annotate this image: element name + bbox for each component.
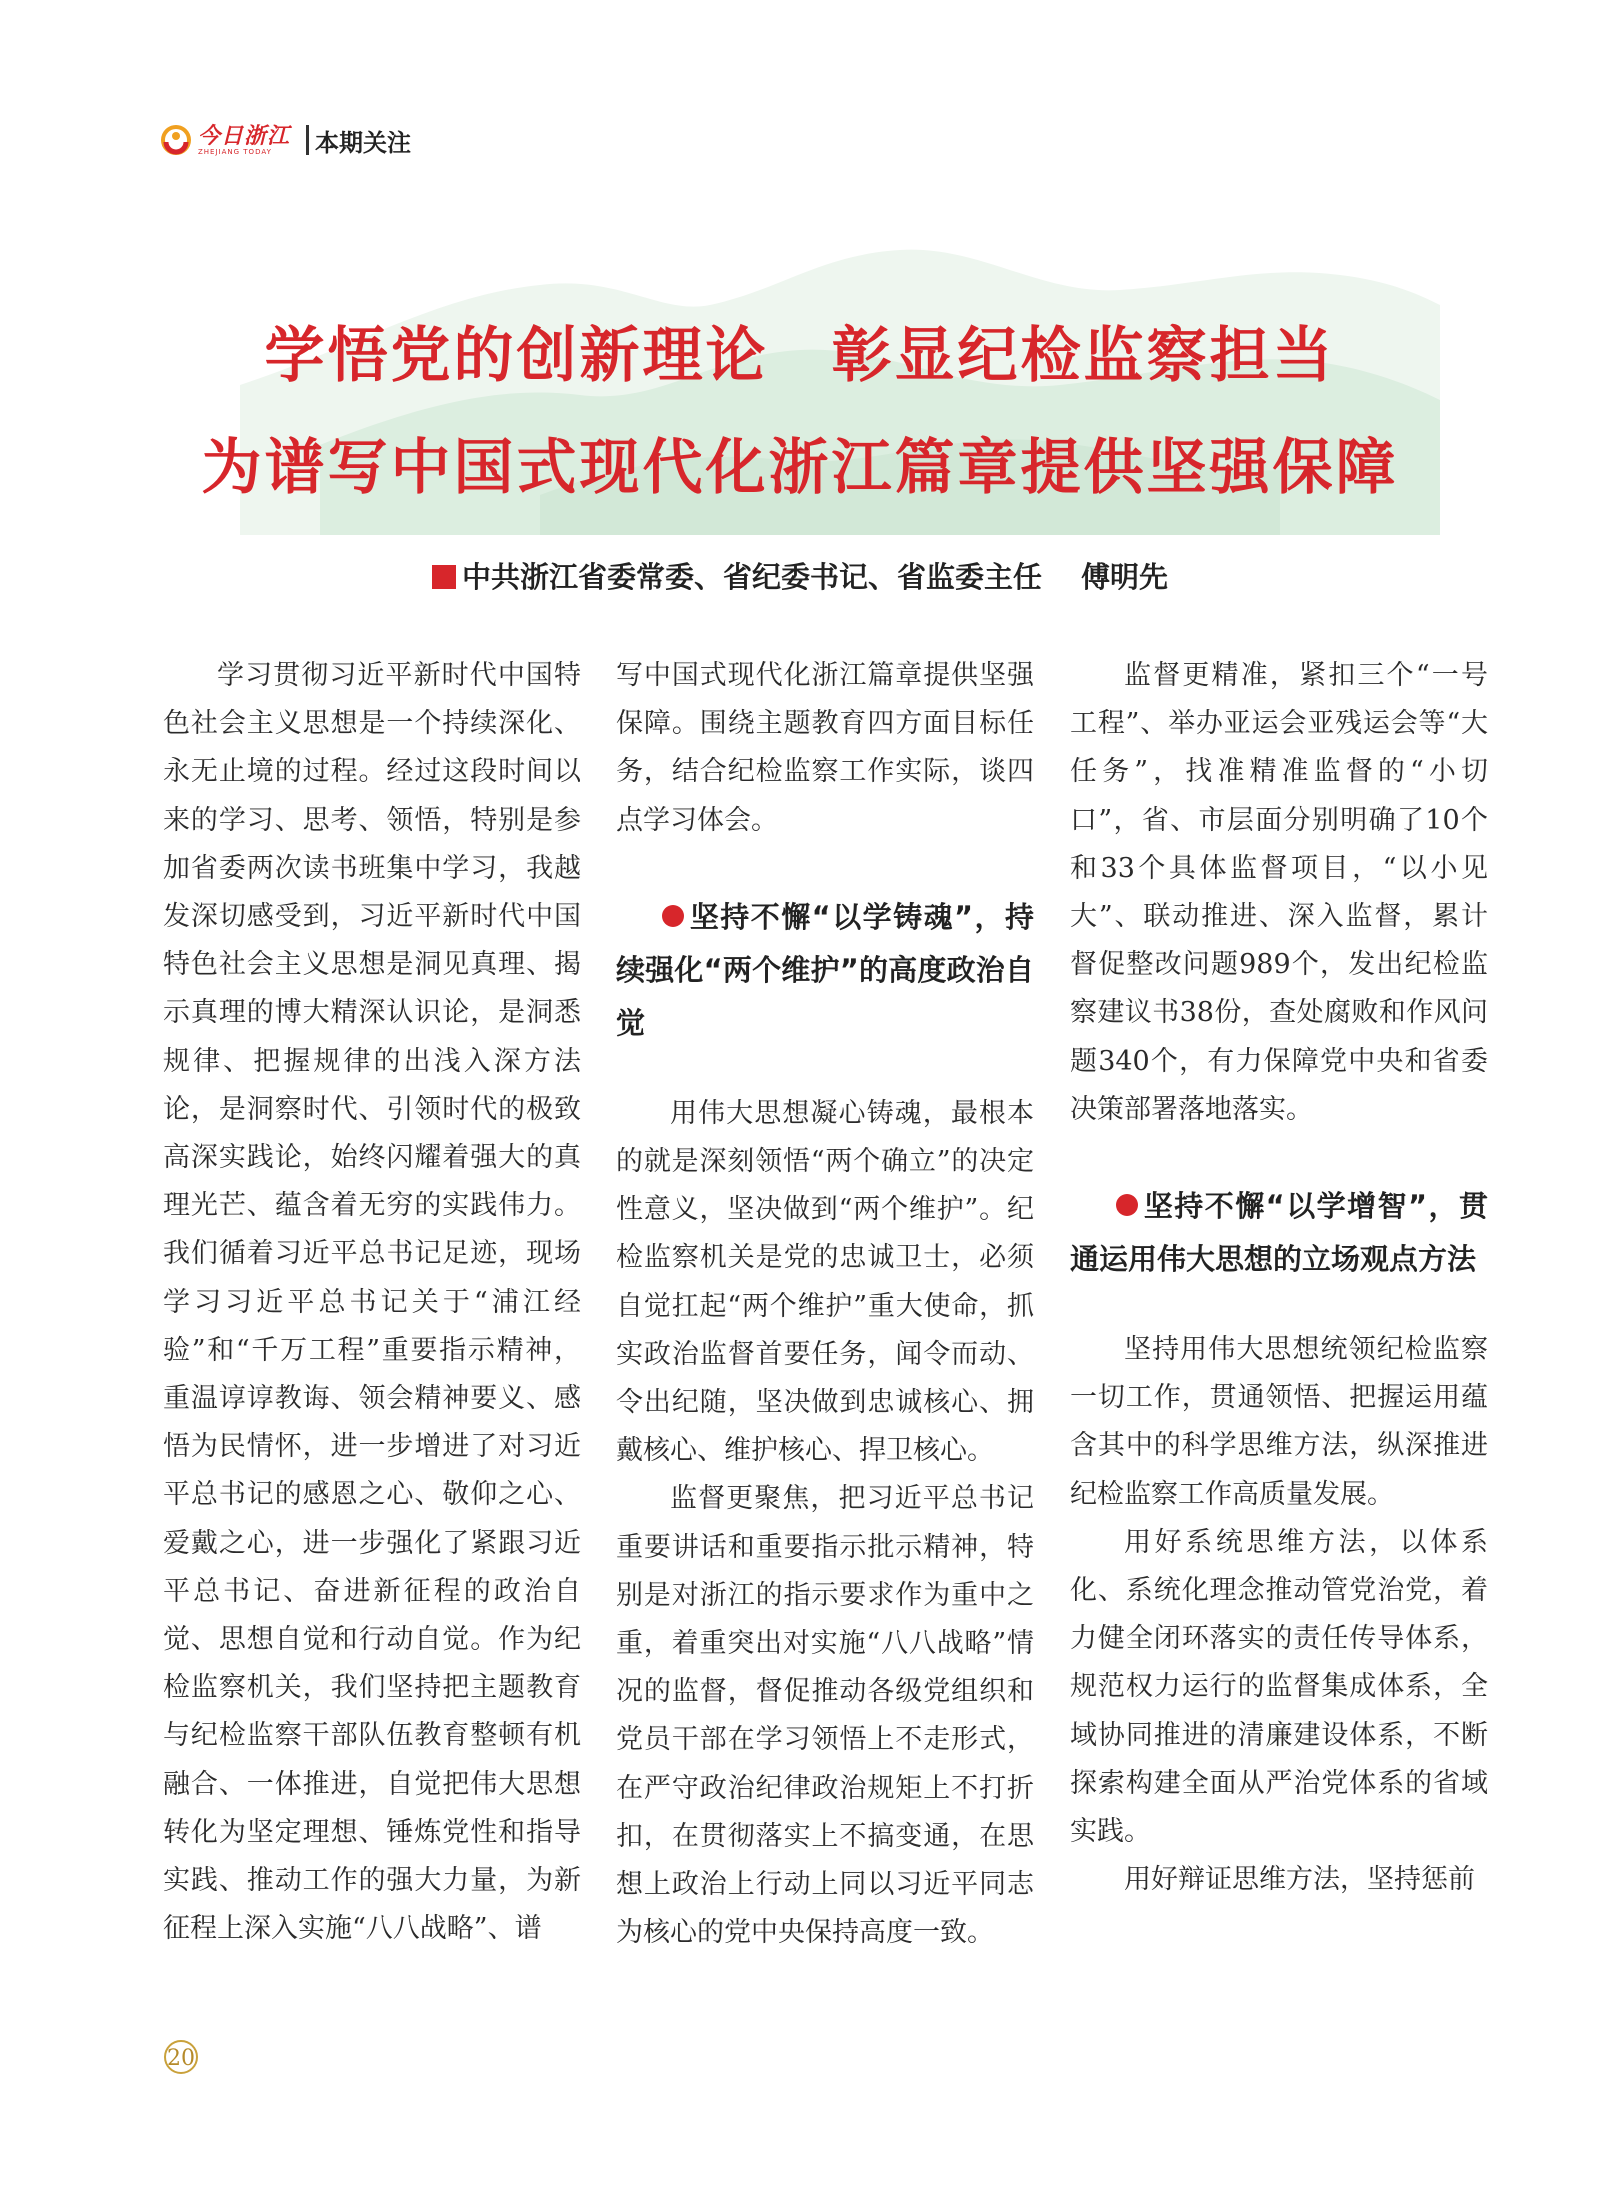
author-byline xyxy=(0,555,1600,596)
section-heading xyxy=(1070,1180,1488,1286)
author-text: 中共浙江省委常委、省纪委书记、省监委主任 傅明先 xyxy=(461,560,1169,594)
logo xyxy=(198,122,291,156)
logo-english: ZHEJIANG TODAY xyxy=(198,147,272,156)
paragraph: 监督更精准，紧扣三个“一号工程”、举办亚运会亚残运会等“大任务”，找准精准监督的“小切口”，省、市层面分别明确了10个和33个具体监督项目，“以小见大”、联动推进、深入监督，累计督促整改问题989个，发出纪检监察建议书38份，查处腐败和作风问题340个，有力保障党中央和省委决策部署落地落实。 xyxy=(1070,660,1488,1125)
page-number: 20 xyxy=(164,2040,198,2074)
paragraph: 用好系统思维方法，以体系化、系统化理念推动管党治党，着力健全闭环落实的责任传导体系，规范权力运行的监督集成体系，全域协同推进的清廉建设体系，不断探索构建全面从严治党体系的省域实践。 xyxy=(1070,1526,1488,1848)
text-column-2 xyxy=(616,652,1034,1957)
red-dot-icon xyxy=(1116,1194,1138,1216)
article-title-line-2: 为谱写中国式现代化浙江篇章提供坚强保障 xyxy=(201,433,1399,503)
paragraph: 用伟大思想凝心铸魂，最根本的就是深刻领悟“两个确立”的决定性意义，坚决做到“两个维护”。纪检监察机关是党的忠诚卫士，必须自觉扛起“两个维护”重大使命，抓实政治监督首要任务，闻令而动、令出纪随，坚决做到忠诚核心、拥戴核心、维护核心、捍卫核心。 xyxy=(616,1097,1034,1467)
text-column-3 xyxy=(1070,652,1488,1904)
section-heading xyxy=(616,891,1034,1050)
paragraph: 学习贯彻习近平新时代中国特色社会主义思想是一个持续深化、永无止境的过程。经过这段时间以来的学习、思考、领悟，特别是参加省委两次读书班集中学习，我越发深切感受到，习近平新时代中国特色社会主义思想是洞见真理、揭示真理的博大精深认识论，是洞悉规律、把握规律的出浅入深方法论，是洞察时代、引领时代的极致高深实践论，始终闪耀着强大的真理光芒、蕴含着无穷的实践伟力。我们循着习近平总书记足迹，现场学习习近平总书记关于“浦江经验”和“千万工程”重要指示精神，重温谆谆教诲、领会精神要义、感悟为民情怀，进一步增进了对习近平总书记的感恩之心、敬仰之心、爱戴之心，进一步强化了紧跟习近平总书记、奋进新征程的政治自觉、思想自觉和行动自觉。作为纪检监察机关，我们坚持把主题教育与纪检监察干部队伍教育整顿有机融合、一体推进，自觉把伟大思想转化为坚定理想、锤炼党性和指导实践、推动工作的强大力量，为新征程上深入实施“八八战略”、谱 xyxy=(163,660,581,1945)
paragraph: 监督更聚焦，把习近平总书记重要讲话和重要指示批示精神，特别是对浙江的指示要求作为重中之重，着重突出对实施“八八战略”情况的监督，督促推动各级党组织和党员干部在学习领悟上不走形式，在严守政治纪律政治规矩上不打折扣，在贯彻落实上不搞变通，在思想上政治上行动上同以习近平同志为核心的党中央保持高度一致。 xyxy=(616,1483,1034,1949)
paragraph: 写中国式现代化浙江篇章提供坚强保障。围绕主题教育四方面目标任务，结合纪检监察工作实际，谈四点学习体会。 xyxy=(616,660,1034,836)
section-heading-text: 坚持不懈“以学增智”，贯通运用伟大思想的立场观点方法 xyxy=(1070,1189,1488,1277)
paragraph: 坚持用伟大思想统领纪检监察一切工作，贯通领悟、把握运用蕴含其中的科学思维方法，纵深推进纪检监察工作高质量发展。 xyxy=(1070,1334,1488,1510)
red-dot-icon xyxy=(662,905,684,927)
logo-chinese: 今日浙江 xyxy=(198,122,291,149)
section-heading-text: 坚持不懈“以学铸魂”，持续强化“两个维护”的高度政治自觉 xyxy=(616,899,1034,1040)
section-label: 本期关注 xyxy=(315,128,412,157)
red-square-icon xyxy=(432,565,456,589)
paragraph: 用好辩证思维方法，坚持惩前 xyxy=(1124,1864,1475,1896)
logo-swirl-icon xyxy=(160,124,192,156)
text-column-1 xyxy=(163,652,581,1953)
header-divider xyxy=(306,125,309,155)
magazine-header xyxy=(160,118,411,162)
article-title-line-1: 学悟党的创新理论 彰显纪检监察担当 xyxy=(264,321,1336,391)
